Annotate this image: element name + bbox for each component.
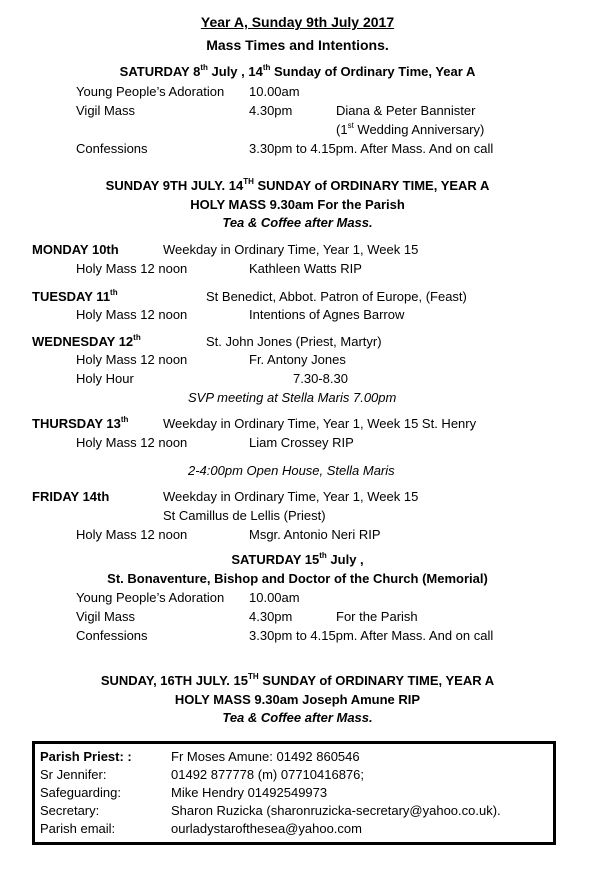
saturday-15-feast: St. Bonaventure, Bishop and Doctor of the Church (Memorial) [107,571,488,586]
sat8-anniversary: (1st Wedding Anniversary) [336,121,485,137]
friday-intention: Msgr. Antonio Neri RIP [249,527,381,542]
sat15-adoration-time: 10.00am [249,590,300,605]
contact-label-safeguarding: Safeguarding: [40,785,121,800]
sat15-vigil-label: Vigil Mass [76,609,136,624]
monday-heading: MONDAY 10th [32,242,119,257]
wednesday-svp-note: SVP meeting at Stella Maris 7.00pm [188,390,397,405]
saturday-8-heading: SATURDAY 8th July , 14th Sunday of Ordinary Time, Year A [119,63,476,79]
thursday-open-house: 2-4:00pm Open House, Stella Maris [188,463,395,478]
sat8-confessions-label: Confessions [76,141,148,156]
sat8-adoration-time: 10.00am [249,84,300,99]
saturday-15-heading: SATURDAY 15th July , [231,551,364,567]
contact-label-sister: Sr Jennifer: [40,767,107,782]
thursday-mass-label: Holy Mass 12 noon [76,435,188,450]
monday-mass-label: Holy Mass 12 noon [76,261,188,276]
sunday-16-heading: SUNDAY, 16TH JULY. 15TH SUNDAY of ORDINARY TIME, YEAR A [100,672,495,688]
wednesday-mass-label: Holy Mass 12 noon [76,352,188,367]
sat15-adoration-label: Young People’s Adoration [76,590,225,605]
contact-value-sister: 01492 877778 (m) 07710416876; [171,767,364,782]
wednesday-holy-hour-time: 7.30-8.30 [293,371,348,386]
sunday-16-coffee: Tea & Coffee after Mass. [222,710,373,725]
sunday-9-mass: HOLY MASS 9.30am For the Parish [190,197,405,212]
sunday-9-heading: SUNDAY 9TH JULY. 14TH SUNDAY of ORDINARY TIME, YEAR A [105,177,490,193]
contact-value-priest: Fr Moses Amune: 01492 860546 [171,749,360,764]
page-subtitle: Mass Times and Intentions. [206,37,389,53]
sat8-vigil-intention: Diana & Peter Bannister [336,103,476,118]
sat8-vigil-label: Vigil Mass [76,103,136,118]
contact-label-email: Parish email: [40,821,116,836]
sat8-confessions-time: 3.30pm to 4.15pm. After Mass. And on call [249,141,494,156]
thursday-desc: Weekday in Ordinary Time, Year 1, Week 15 St. Henry [163,416,477,431]
tuesday-mass-label: Holy Mass 12 noon [76,307,188,322]
tuesday-intention: Intentions of Agnes Barrow [249,307,405,322]
monday-desc: Weekday in Ordinary Time, Year 1, Week 15 [163,242,419,257]
thursday-heading: THURSDAY 13th [32,415,129,431]
contact-value-email: ourladystaroftheseа@yahoo.com [171,821,362,836]
contact-label-secretary: Secretary: [40,803,100,818]
sunday-9-coffee: Tea & Coffee after Mass. [222,215,373,230]
thursday-intention: Liam Crossey RIP [249,435,354,450]
contact-label-priest: Parish Priest: : [40,749,132,764]
sat15-vigil-intention: For the Parish [336,609,418,624]
sat15-confessions-label: Confessions [76,628,148,643]
tuesday-heading: TUESDAY 11th [32,288,118,304]
tuesday-desc: St Benedict, Abbot. Patron of Europe, (Feast) [206,289,467,304]
wednesday-holy-hour-label: Holy Hour [76,371,134,386]
sunday-16-mass: HOLY MASS 9.30am Joseph Amune RIP [174,692,421,707]
wednesday-desc: St. John Jones (Priest, Martyr) [206,334,382,349]
monday-intention: Kathleen Watts RIP [249,261,362,276]
friday-mass-label: Holy Mass 12 noon [76,527,188,542]
contact-value-safeguarding: Mike Hendry 01492549973 [171,785,328,800]
sat15-confessions-time: 3.30pm to 4.15pm. After Mass. And on call [249,628,494,643]
sat8-adoration-label: Young People’s Adoration [76,84,225,99]
wednesday-intention: Fr. Antony Jones [249,352,346,367]
wednesday-heading: WEDNESDAY 12th [32,333,141,349]
friday-desc: Weekday in Ordinary Time, Year 1, Week 15 [163,489,419,504]
sat8-vigil-time: 4.30pm [249,103,293,118]
sat15-vigil-time: 4.30pm [249,609,293,624]
friday-desc-2: St Camillus de Lellis (Priest) [163,508,326,523]
contact-value-secretary: Sharon Ruzicka (sharonruzicka-secretary@yahoo.co.uk). [171,803,501,818]
friday-heading: FRIDAY 14th [32,489,110,504]
page-title: Year A, Sunday 9th July 2017 [200,14,395,30]
